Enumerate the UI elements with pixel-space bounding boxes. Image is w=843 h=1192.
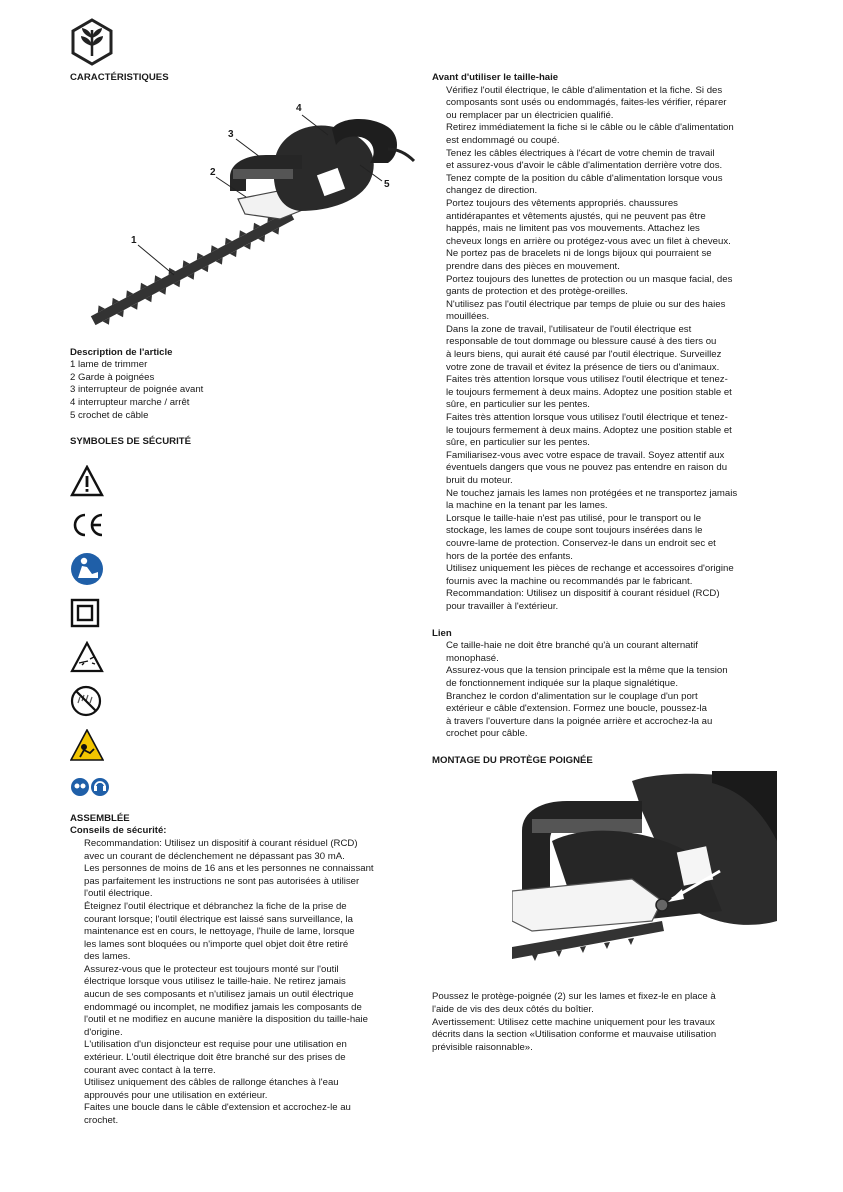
text-line: éventuels dangers que vous ne pouvez pas entendre en raison du xyxy=(446,462,728,474)
text-line: Poussez le protège-poignée (2) sur les lames et fixez-le en place à xyxy=(432,991,716,1003)
right-column xyxy=(432,72,777,1054)
callout-5: 5 xyxy=(384,178,390,190)
lien-heading: Lien xyxy=(432,627,452,639)
warning-triangle-icon xyxy=(70,465,104,497)
text-line: composants sont usés ou endommagés, faites-les vérifier, réparer xyxy=(446,97,727,109)
text-line: des lames. xyxy=(84,951,131,963)
text-line: Utilisez uniquement les pièces de rechange et accessoires d'origine xyxy=(446,563,734,575)
list-item: 5 crochet de câble xyxy=(70,409,149,421)
left-column xyxy=(70,72,415,1128)
text-line: crochet. xyxy=(84,1115,119,1126)
callout-2: 2 xyxy=(210,166,216,178)
text-line: avec un courant de déclenchement ne dépassant pas 30 mA. xyxy=(84,850,345,862)
text-line: cheveux longs en arrière ou protégez-vous avec un filet à cheveux. xyxy=(446,235,731,247)
text-line: sûre, en particulier sur les pentes. xyxy=(446,399,590,411)
text-line: est endommagé ou coupé. xyxy=(446,134,560,146)
brand-logo xyxy=(70,18,114,66)
before-use-text xyxy=(432,85,777,614)
text-line: à travers l'ouverture dans la poignée arrière et accrochez-la au xyxy=(446,715,713,727)
no-rain-icon xyxy=(70,685,102,717)
text-line: crochet pour câble. xyxy=(446,728,528,740)
list-item: 3 interrupteur de poignée avant xyxy=(70,384,204,396)
text-line: prévisible raisonnable». xyxy=(432,1041,533,1053)
text-line: Recommandation: Utilisez un dispositif à courant résiduel (RCD) xyxy=(446,588,720,600)
text-line: couvre-lame de protection. Conservez-le dans un endroit sec et xyxy=(446,537,716,549)
text-line: Faites une boucle dans le câble d'extension et accrochez-le au xyxy=(84,1102,351,1114)
guard-mounting-illustration xyxy=(512,771,777,981)
text-line: hors de la portée des enfants. xyxy=(446,550,573,562)
safety-symbols-heading: SYMBOLES DE SÉCURITÉ xyxy=(70,436,192,448)
text-line: votre zone de travail et évitez la présence de tiers ou d'animaux. xyxy=(446,361,720,373)
text-line: électrique lorsque vous utilisez le taille-haie. Ne retirez jamais xyxy=(84,976,346,988)
text-line: Portez toujours des vêtements appropriés. chaussures xyxy=(446,197,678,209)
double-insulation-icon xyxy=(70,598,100,628)
text-line: mouillées. xyxy=(446,311,490,323)
text-line: approuvés pour une utilisation en extérieur. xyxy=(84,1089,268,1101)
list-item: 4 interrupteur marche / arrêt xyxy=(70,396,190,408)
callout-3: 3 xyxy=(228,128,234,140)
text-line: pour travailler à l'extérieur. xyxy=(446,600,559,612)
text-line: Assurez-vous que le protecteur est toujours monté sur l'outil xyxy=(84,963,339,975)
callout-1: 1 xyxy=(131,234,137,246)
text-line: gants de protection et des protège-oreilles. xyxy=(446,286,628,298)
text-line: Familiarisez-vous avec votre espace de travail. Soyez attentif aux xyxy=(446,449,725,461)
text-line: Portez toujours des lunettes de protection ou un masque facial, des xyxy=(446,273,733,285)
features-heading: CARACTÉRISTIQUES xyxy=(70,72,169,83)
callout-4: 4 xyxy=(296,102,302,114)
text-line: monophasé. xyxy=(446,652,499,664)
text-line: Ne portez pas de bracelets ni de longs bijoux qui pourraient se xyxy=(446,248,712,260)
text-line: l'outil et ne modifiez en aucune manière la disposition du taille-haie xyxy=(84,1014,368,1026)
text-line: et assurez-vous d'avoir le câble d'alimentation derrière votre dos. xyxy=(446,160,723,172)
text-line: Tenez les câbles électriques à l'écart de votre chemin de travail xyxy=(446,147,715,159)
text-line: de fonctionnement indiquée sur la plaque signalétique. xyxy=(446,677,679,689)
text-line: courant lorsque; l'outil électrique est laissé sans surveillance, la xyxy=(84,913,353,925)
text-line: à leurs biens, qui aurait été causé par l'outil électrique. Surveillez xyxy=(446,349,722,361)
text-line: Faites très attention lorsque vous utilisez l'outil électrique et tenez- xyxy=(446,412,728,424)
text-line: Recommandation: Utilisez un dispositif à courant résiduel (RCD) xyxy=(84,837,358,849)
text-line: Branchez le cordon d'alimentation sur le couplage d'un port xyxy=(446,690,698,702)
hedge-trimmer-illustration xyxy=(70,89,415,337)
description-heading: Description de l'article xyxy=(70,346,173,358)
text-line: extérieur e câble d'extension. Formez une boucle, poussez-la xyxy=(446,703,708,715)
safety-advice-text xyxy=(70,838,415,1128)
text-line: Ne touchez jamais les lames non protégées et ne transportez jamais xyxy=(446,487,738,499)
text-line: courant avec contact à la terre. xyxy=(84,1064,216,1076)
projectile-warning-icon xyxy=(70,641,104,673)
text-line: Lorsque le taille-haie n'est pas utilisé, pour le transport ou le xyxy=(446,512,702,524)
text-line: L'utilisation d'un disjoncteur est requise pour une utilisation en xyxy=(84,1039,347,1051)
text-line: l'outil électrique. xyxy=(84,888,153,900)
guard-mounting-photo xyxy=(512,771,777,981)
text-line: happés, mais ne limitent pas vos mouvements. Attachez les xyxy=(446,223,700,235)
assembly-heading: ASSEMBLÉE xyxy=(70,812,130,824)
text-line: bruit du moteur. xyxy=(446,475,513,486)
text-line: l'aide de vis des deux côtés du boîtier. xyxy=(432,1004,594,1016)
text-line: Avertissement: Utilisez cette machine uniquement pour les travaux xyxy=(432,1016,715,1028)
goggles-ear-protection-icon xyxy=(70,777,110,797)
text-line: les lames sont bloquées ou n'importe quel objet doit être retiré xyxy=(84,938,349,950)
text-line: responsable de tout dommage ou blessure causé à des tiers ou xyxy=(446,336,717,348)
text-line: antidérapantes et vêtements ajustés, qui ne peuvent pas être xyxy=(446,210,706,222)
text-line: pas parfaitement les instructions ne sont pas autorisées à utiliser xyxy=(84,875,360,887)
safety-advice-heading: Conseils de sécurité: xyxy=(70,825,167,837)
mounting-text xyxy=(432,991,777,1054)
text-line: Vérifiez l'outil électrique, le câble d'alimentation et la fiche. Si des xyxy=(446,84,723,96)
text-line: fournis avec la machine ou recommandés par le fabricant. xyxy=(446,575,693,587)
text-line: Faites très attention lorsque vous utilisez l'outil électrique et tenez- xyxy=(446,374,728,386)
text-line: Tenez compte de la position du câble d'alimentation lorsque vous xyxy=(446,172,723,184)
text-line: Éteignez l'outil électrique et débranchez la fiche de la prise de xyxy=(84,900,347,912)
text-line: extérieur. L'outil électrique doit être branché sur des prises de xyxy=(84,1052,346,1064)
text-line: changez de direction. xyxy=(446,185,538,197)
text-line: ou remplacer par un électricien qualifié. xyxy=(446,109,614,121)
text-line: la machine en la tenant par les lames. xyxy=(446,500,608,512)
text-line: N'utilisez pas l'outil électrique par temps de pluie ou sur des haies xyxy=(446,298,726,310)
hazard-warning-icon xyxy=(70,729,104,761)
hedge-trimmer-diagram xyxy=(70,89,415,337)
text-line: Les personnes de moins de 16 ans et les personnes ne connaissant xyxy=(84,863,374,875)
safety-symbols xyxy=(70,459,415,807)
text-line: stockage, les lames de coupe sont toujours insérées dans le xyxy=(446,525,703,537)
text-line: le toujours fermement à deux mains. Adoptez une position stable et xyxy=(446,386,732,398)
text-line: d'origine. xyxy=(84,1026,123,1038)
lien-text xyxy=(432,640,777,741)
read-manual-icon xyxy=(70,552,104,586)
leaf-hexagon-icon xyxy=(70,18,114,66)
text-line: Ce taille-haie ne doit être branché qu'à un courant alternatif xyxy=(446,640,698,652)
text-line: sûre, en particulier sur les pentes. xyxy=(446,437,590,449)
before-use-heading: Avant d'utiliser le taille-haie xyxy=(432,72,559,83)
list-item: 1 lame de trimmer xyxy=(70,359,148,371)
text-line: Retirez immédiatement la fiche si le câble ou le câble d'alimentation xyxy=(446,122,734,134)
text-line: décrits dans la section «Utilisation conforme et mauvaise utilisation xyxy=(432,1029,717,1041)
text-line: Assurez-vous que la tension principale est la même que la tension xyxy=(446,665,728,677)
text-line: maintenance est en cours, le nettoyage, l'huile de lame, lorsque xyxy=(84,926,355,938)
text-line: aucun de ses composants et n'utilisez jamais un outil électrique xyxy=(84,989,354,1001)
description-list xyxy=(70,359,415,422)
ce-mark-icon xyxy=(70,511,104,539)
text-line: Utilisez uniquement des câbles de rallonge étanches à l'eau xyxy=(84,1077,339,1089)
text-line: prendre dans des pièces en mouvement. xyxy=(446,260,620,272)
list-item: 2 Garde à poignées xyxy=(70,371,155,383)
text-line: le toujours fermement à deux mains. Adoptez une position stable et xyxy=(446,424,732,436)
mounting-heading: MONTAGE DU PROTÈGE POIGNÉE xyxy=(432,754,593,766)
text-line: Dans la zone de travail, l'utilisateur de l'outil électrique est xyxy=(446,323,692,335)
text-line: endommagé ou incomplet, ne modifiez jamais les composants de xyxy=(84,1001,362,1013)
